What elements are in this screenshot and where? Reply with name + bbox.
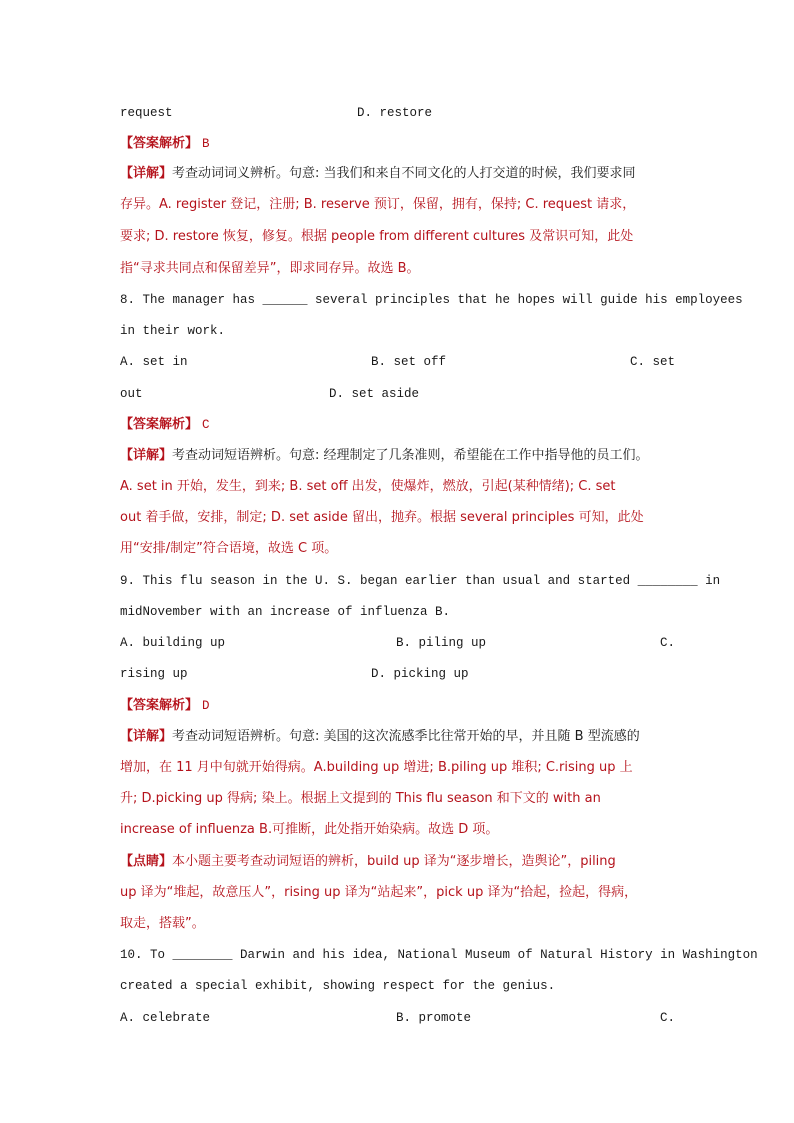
q7-detail-line-2: 存异。A. register 登记，注册; B. reserve 预订，保留，拥有，保持; C. request 请求，	[120, 197, 636, 212]
q9-options-row-2	[120, 666, 675, 682]
q9-stem-line-1: 9. This flu season in the U. S. began earlier than usual and started ________ in	[120, 574, 721, 588]
q8-stem-line-2: in their work.	[120, 324, 226, 338]
q9-detail-line-3: 升; D.picking up 得病; 染上。根据上文提到的 This flu season 和下文的 with an	[120, 791, 601, 806]
q9-answer: D	[202, 699, 210, 713]
q9-option-d: D. picking up	[371, 667, 469, 681]
q9-point-line-2: up 译为“堆起，故意压人”，rising up 译为“站起来”，pick up 译为“拾起，捡起，得病，	[120, 885, 638, 900]
q7-answer-row	[120, 135, 675, 152]
detail-label: 【详解】	[120, 448, 173, 463]
answer-label: 【答案解析】	[120, 136, 199, 151]
q8-option-c-tail: out	[120, 387, 143, 401]
q8-detail-line-4: 用“安排/制定”符合语境，故选 C 项。	[120, 541, 338, 556]
q8-answer: C	[202, 418, 210, 432]
q9-detail-line-2: 增加，在 11 月中旬就开始得病。A.building up 增进; B.piling up 堆积; C.rising up 上	[120, 760, 633, 775]
q9-option-a: A. building up	[120, 636, 226, 650]
answer-label: 【答案解析】	[120, 417, 199, 432]
q10-stem-line-1: 10. To ________ Darwin and his idea, National Museum of Natural History in Washington	[120, 948, 758, 962]
q8-option-c-head: C. set	[629, 355, 675, 369]
q7-detail-line-1: 【详解】考查动词词义辨析。句意: 当我们和来自不同文化的人打交道的时候，我们要求同	[120, 166, 636, 181]
q9-option-b: B. piling up	[396, 636, 487, 650]
q9-detail-line-1: 【详解】考查动词短语辨析。句意: 美国的这次流感季比往常开始的早，并且随 B 型流感的	[120, 729, 640, 744]
q7-answer: B	[202, 137, 210, 151]
q8-stem-line-1: 8. The manager has ______ several principles that he hopes will guide his employees	[120, 293, 743, 307]
q9-detail-line-4: increase of influenza B.可推断，此处指开始染病。故选 D 项。	[120, 822, 499, 837]
q9-point-line-1: 【点睛】本小题主要考查动词短语的辨析，build up 译为“逐步增长，造舆论”，piling	[120, 854, 616, 869]
q8-options-row-1	[120, 354, 675, 370]
q8-option-d: D. set aside	[329, 387, 420, 401]
detail-label: 【详解】	[120, 166, 173, 181]
q10-option-a: A. celebrate	[120, 1011, 211, 1025]
q9-point-line-3: 取走，搭载”。	[120, 916, 205, 931]
q7-detail-line-4: 指“寻求共同点和保留差异”，即求同存异。故选 B。	[120, 261, 420, 276]
q8-detail-line-3: out 着手做，安排，制定; D. set aside 留出，抛弃。根据 several principles 可知，此处	[120, 510, 644, 525]
answer-label: 【答案解析】	[120, 698, 199, 713]
q7-options-row	[120, 105, 675, 121]
point-label: 【点睛】	[120, 854, 173, 869]
q9-option-c-head: C.	[659, 636, 675, 650]
q10-option-b: B. promote	[396, 1011, 472, 1025]
q8-answer-row	[120, 416, 675, 433]
detail-label: 【详解】	[120, 729, 173, 744]
q8-detail-line-1: 【详解】考查动词短语辨析。句意: 经理制定了几条准则，希望能在工作中指导他的员工们。	[120, 448, 649, 463]
q9-answer-row	[120, 697, 675, 714]
q10-option-c-head: C.	[659, 1011, 675, 1025]
q9-stem-line-2: midNovember with an increase of influenza B.	[120, 605, 451, 619]
q8-options-row-2	[120, 386, 675, 402]
q9-options-row-1	[120, 635, 675, 651]
q7-detail-line-3: 要求; D. restore 恢复，修复。根据 people from different cultures 及常识可知，此处	[120, 229, 634, 244]
q10-stem-line-2: created a special exhibit, showing respect for the genius.	[120, 979, 556, 993]
q9-option-c-tail: rising up	[120, 667, 188, 681]
q8-option-b: B. set off	[371, 355, 447, 369]
q10-options-row-1	[120, 1010, 675, 1026]
q7-option-c-tail: request	[120, 106, 173, 120]
q8-option-a: A. set in	[120, 355, 188, 369]
q8-detail-line-2: A. set in 开始，发生，到来; B. set off 出发，使爆炸，燃放，引起(某种情绪); C. set	[120, 479, 616, 494]
q7-option-d: D. restore	[357, 106, 433, 120]
